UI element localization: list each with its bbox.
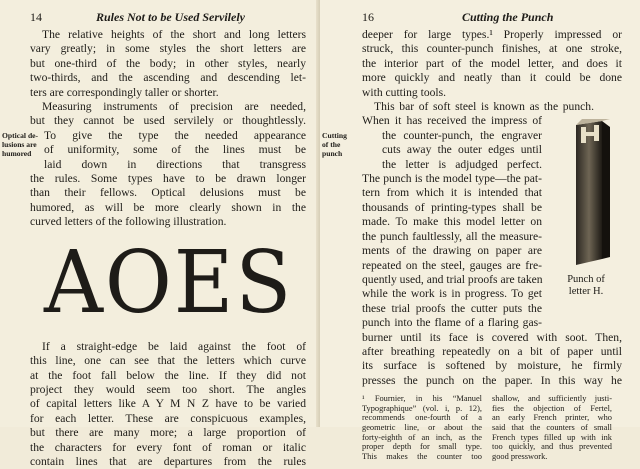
text-line: deeper for large types.¹ Properly impressed or bbox=[362, 28, 622, 41]
text-line: ments of the drawing on paper are bbox=[362, 244, 542, 258]
right-page bbox=[320, 0, 640, 461]
text-line: the interior part of the model letter, and does it bbox=[362, 56, 622, 70]
text-line: while the work is in progress. To get bbox=[362, 287, 542, 301]
footnote-line: geometric line, or about the bbox=[362, 422, 482, 432]
marginal-note-line: punch bbox=[322, 148, 343, 158]
text-line: repeated on the steel, gauges are fre- bbox=[362, 258, 542, 272]
marginal-note bbox=[2, 131, 38, 158]
punch-illustration bbox=[558, 119, 618, 269]
paragraph-3 bbox=[30, 340, 306, 469]
footnote-line: too quickly, and thus prevented bbox=[492, 442, 612, 452]
footnote-line: recommends one-fourth of a bbox=[362, 413, 482, 423]
paragraph-2 bbox=[2, 100, 306, 230]
text-line: after breathing repeatedly on a bit of paper until bbox=[362, 344, 622, 358]
footnote-line: This makes the counter too bbox=[362, 451, 482, 461]
text-line: with cutting tools. bbox=[362, 85, 447, 99]
footnote-line: said that the counters of small bbox=[492, 422, 612, 432]
text-line: two-thirds, and the ascending and descending let- bbox=[30, 71, 306, 85]
text-line: for each letter. These are conspicuous examples, bbox=[30, 411, 306, 425]
text-line: This bar of soft steel is known as the punch. bbox=[374, 100, 594, 114]
text-line: than their fellows. Optical delusions must be bbox=[30, 186, 306, 200]
footnote-line: fies the objection of Fertel, bbox=[492, 403, 612, 413]
running-title: Rules Not to be Used Servilely bbox=[96, 10, 245, 24]
marginal-block bbox=[2, 128, 306, 172]
paragraph-1 bbox=[362, 28, 622, 100]
text-line: at the foot fall below the line. If they did not bbox=[30, 368, 306, 382]
text-line: ters are correspondingly taller or shorter. bbox=[30, 85, 219, 99]
paragraph-1 bbox=[30, 28, 306, 100]
text-line: this line, one can see that the letters which curve bbox=[30, 354, 306, 368]
marginal-note-line: Optical de- bbox=[2, 130, 39, 140]
illustration-letters: AOES bbox=[44, 232, 294, 333]
text-line: The relative heights of the short and long letters bbox=[42, 28, 306, 41]
text-line: quently used, and trial proofs are taken bbox=[362, 272, 543, 286]
text-line: burner until its face is covered with soot. Then, bbox=[362, 330, 622, 344]
footnote-column-left bbox=[362, 394, 482, 461]
footnote bbox=[362, 394, 622, 461]
marginal-note bbox=[322, 131, 347, 158]
footnote-line: forty-eighth of an inch, as the bbox=[362, 432, 482, 442]
footnote-line: French types filled up with ink bbox=[492, 432, 612, 442]
caption-line: Punch of bbox=[567, 274, 605, 285]
left-page-header bbox=[30, 8, 306, 24]
text-line: of uniformity, some of the lines must be bbox=[44, 143, 306, 157]
text-line: cuts away the outer edges until bbox=[382, 143, 542, 157]
text-line: the characters for every font of roman or italic bbox=[30, 440, 306, 454]
punch-letter-bar bbox=[584, 132, 596, 136]
text-line: the punch faultlessly, all the measure- bbox=[362, 229, 542, 243]
punch-bar-side bbox=[602, 121, 610, 259]
marginal-note-line: Cutting bbox=[322, 130, 347, 140]
text-line: the rules. Some types have to be drawn longer bbox=[30, 172, 306, 186]
text-line: contain lines that are departures from the rules bbox=[30, 454, 306, 468]
footnote-line: an early French printer, who bbox=[492, 413, 612, 423]
footnote-column-right bbox=[492, 394, 612, 461]
text-line: these trial proofs the cutter puts the bbox=[362, 301, 542, 315]
text-line: The punch is the model type—the pat- bbox=[362, 172, 542, 186]
left-page bbox=[0, 0, 320, 468]
text-line: presses the punch on the paper. In this way he bbox=[362, 373, 622, 387]
text-line: Measuring instruments of precision are needed, bbox=[42, 100, 306, 114]
text-line: but there are many more; a large proportion of bbox=[30, 426, 306, 440]
text-line: curved letters of the following illustration. bbox=[30, 215, 227, 229]
text-line: its surface is softened by moisture, he firmly bbox=[362, 359, 622, 373]
footnote-line: shallow, and sufficiently justi- bbox=[492, 394, 612, 404]
footnote-line: Typographique” (vol. i, p. 12), bbox=[362, 403, 482, 413]
marginal-note-line: of the bbox=[322, 139, 341, 149]
text-line: of capital letters like A Y M N Z have to be varied bbox=[30, 397, 306, 411]
text-line: tern from which it is intended that bbox=[362, 186, 542, 200]
right-page-header bbox=[362, 8, 622, 24]
marginal-note-line: lusions are bbox=[2, 139, 37, 149]
text-line: the counter-punch, the engraver bbox=[382, 128, 542, 142]
footnote-line: good presswork. bbox=[492, 451, 548, 461]
figure-caption bbox=[554, 274, 618, 298]
page-number: 16 bbox=[362, 10, 374, 24]
caption-line: letter H. bbox=[568, 286, 604, 297]
page-number: 14 bbox=[30, 10, 42, 24]
running-title: Cutting the Punch bbox=[462, 10, 554, 24]
text-line: laid down in directions that transgress bbox=[44, 157, 306, 171]
text-line: punch into the flame of a flaring gas- bbox=[362, 316, 542, 330]
text-line: made. To make this model letter on bbox=[362, 215, 542, 229]
text-line: project they would seem too short. The angles bbox=[30, 382, 306, 396]
punch-bar-face bbox=[576, 121, 602, 265]
text-line: struck, this counter-punch finishes, at one stroke, bbox=[362, 42, 622, 56]
text-line: humored, as will be more clearly shown in the bbox=[30, 200, 306, 214]
text-line: more quickly and neatly than it could be done bbox=[362, 71, 622, 85]
text-line: vary greatly; in some styles the short letters are bbox=[30, 42, 306, 56]
text-line: thousands of printing-types shall be bbox=[362, 200, 542, 214]
marginal-note-line: humored bbox=[2, 148, 32, 158]
text-line: When it has received the impress of bbox=[362, 114, 542, 128]
footnote-line: proper depth for small type. bbox=[362, 442, 482, 452]
text-line: If a straight-edge be laid against the foot of bbox=[42, 339, 306, 353]
text-line: the letter is adjudged perfect. bbox=[382, 157, 542, 171]
text-line: To give the type the needed appearance bbox=[44, 128, 306, 142]
footnote-line: ¹ Fournier, in his “Manuel bbox=[362, 394, 482, 404]
text-line: but they cannot be used servilely or thoughtlessly. bbox=[30, 114, 306, 128]
text-line: but one-third of the body; in other styles, nearly bbox=[30, 56, 306, 70]
